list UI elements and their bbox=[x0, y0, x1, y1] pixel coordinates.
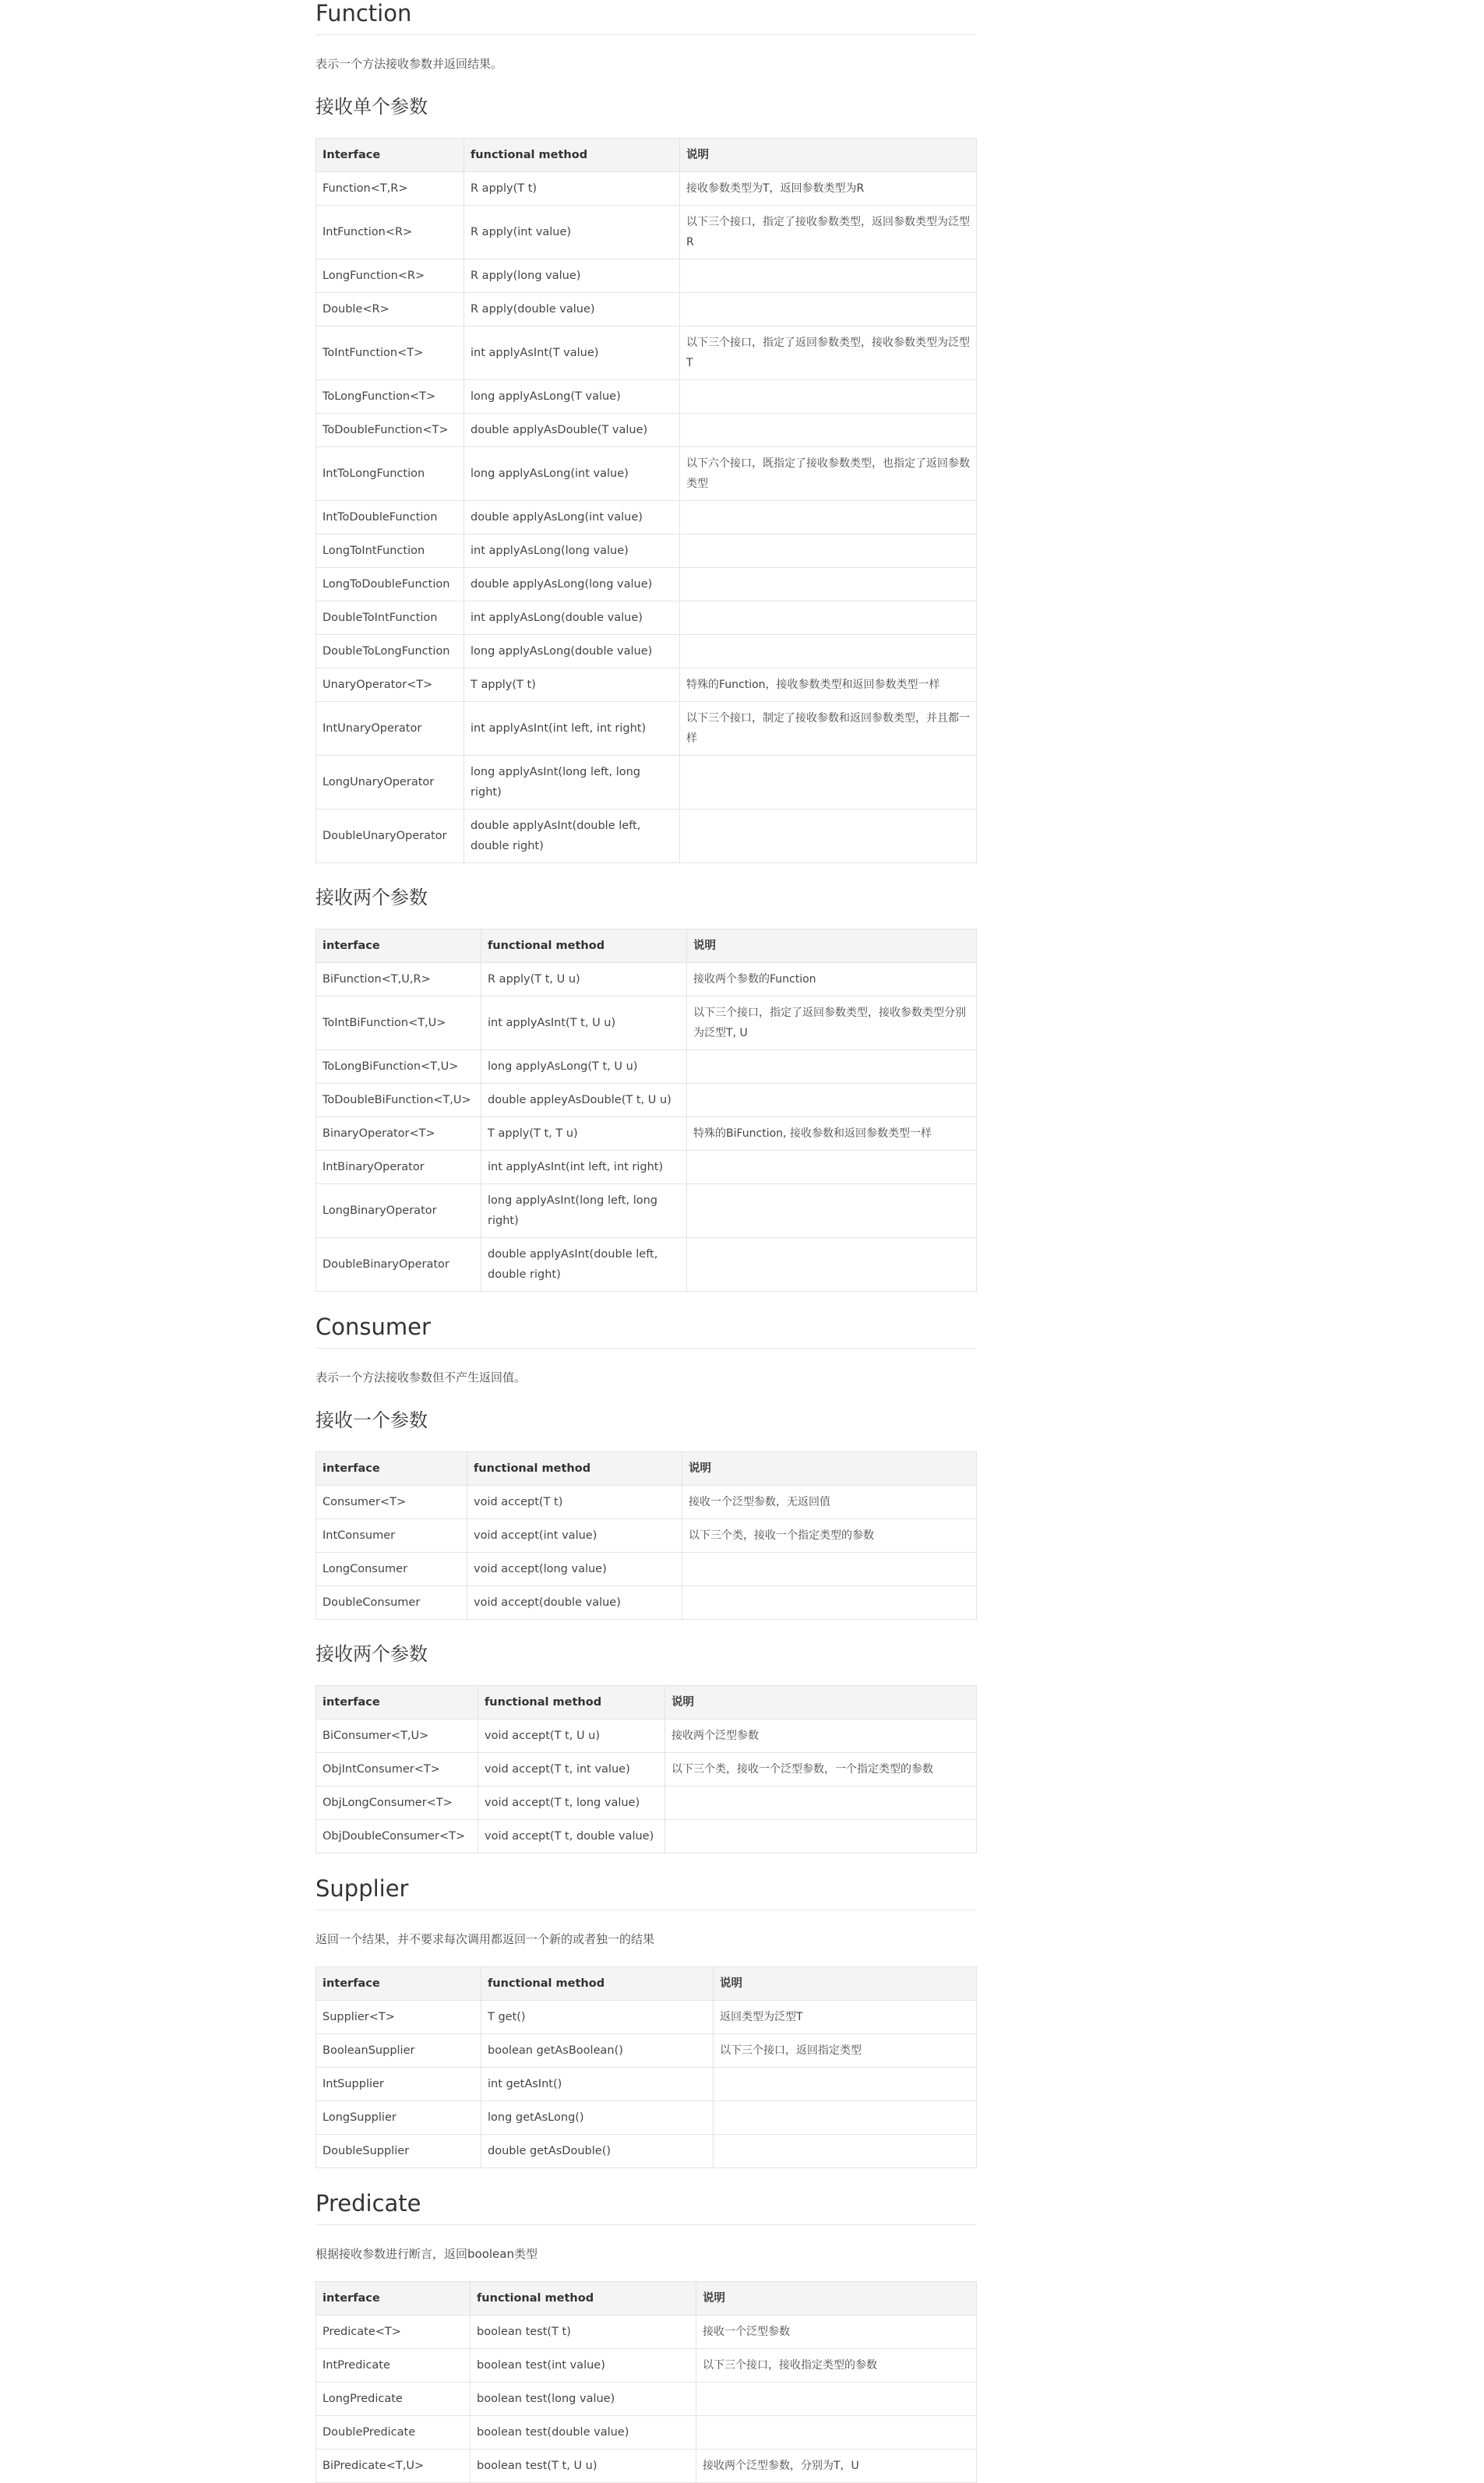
note-cell bbox=[680, 259, 977, 293]
table-row bbox=[316, 2001, 977, 2034]
column-header: 说明 bbox=[687, 929, 977, 963]
interface-name-cell: DoubleUnaryOperator bbox=[316, 809, 464, 863]
table-row bbox=[316, 996, 977, 1050]
interface-name-cell: Function<T,R> bbox=[316, 172, 464, 206]
method-signature-cell: double applyAsLong(int value) bbox=[464, 501, 680, 534]
note-cell bbox=[687, 1238, 977, 1292]
method-signature-cell: int applyAsLong(double value) bbox=[464, 601, 680, 635]
table-row bbox=[316, 1184, 977, 1238]
column-header: 说明 bbox=[714, 1967, 977, 2001]
interface-name-cell: IntSupplier bbox=[316, 2068, 481, 2101]
table-row bbox=[316, 172, 977, 206]
interface-name-cell: BiPredicate<T,U> bbox=[316, 2449, 471, 2483]
article-body bbox=[315, 0, 976, 2483]
interface-name-cell: LongToIntFunction bbox=[316, 534, 464, 568]
table-row bbox=[316, 1719, 977, 1753]
interface-name-cell: BiConsumer<T,U> bbox=[316, 1719, 478, 1753]
section-title: Predicate bbox=[315, 2190, 976, 2225]
method-signature-cell: double applyAsDouble(T value) bbox=[464, 414, 680, 447]
table-row bbox=[316, 1820, 977, 1853]
interface-name-cell: LongConsumer bbox=[316, 1553, 467, 1586]
note-cell: 接收一个泛型参数 bbox=[696, 2315, 977, 2349]
table-header-row bbox=[316, 139, 977, 172]
interface-name-cell: Predicate<T> bbox=[316, 2315, 471, 2349]
interface-name-cell: IntToDoubleFunction bbox=[316, 501, 464, 534]
subsection-heading: 接收两个参数 bbox=[315, 1643, 428, 1665]
table-row bbox=[316, 1486, 977, 1519]
method-signature-cell: R apply(long value) bbox=[464, 259, 680, 293]
note-cell: 以下三个类，接收一个指定类型的参数 bbox=[682, 1519, 977, 1553]
table-row bbox=[316, 1786, 977, 1820]
column-header: interface bbox=[316, 1686, 478, 1719]
interface-name-cell: ToLongBiFunction<T,U> bbox=[316, 1050, 481, 1084]
note-cell bbox=[696, 2416, 977, 2449]
method-signature-cell: int applyAsInt(int left, int right) bbox=[481, 1151, 687, 1184]
note-cell: 以下三个接口，制定了接收参数和返回参数类型，并且都一样 bbox=[680, 702, 977, 756]
note-cell bbox=[714, 2101, 977, 2135]
method-signature-cell: double applyAsLong(long value) bbox=[464, 568, 680, 601]
interface-table bbox=[315, 929, 977, 1292]
note-cell bbox=[680, 534, 977, 568]
table-row bbox=[316, 259, 977, 293]
interface-name-cell: Consumer<T> bbox=[316, 1486, 467, 1519]
column-header: 说明 bbox=[665, 1686, 977, 1719]
table-row bbox=[316, 2135, 977, 2168]
section-description: 根据接收参数进行断言，返回boolean类型 bbox=[315, 2247, 538, 2261]
method-signature-cell: int getAsInt() bbox=[481, 2068, 714, 2101]
table-row bbox=[316, 1586, 977, 1620]
method-signature-cell: double applyAsInt(double left, double right) bbox=[481, 1238, 687, 1292]
note-cell bbox=[680, 635, 977, 668]
method-signature-cell: double appleyAsDouble(T t, U u) bbox=[481, 1084, 687, 1117]
interface-name-cell: DoubleToLongFunction bbox=[316, 635, 464, 668]
method-signature-cell: long applyAsLong(T value) bbox=[464, 380, 680, 414]
table-header-row bbox=[316, 1452, 977, 1486]
method-signature-cell: void accept(T t, long value) bbox=[478, 1786, 665, 1820]
table-row bbox=[316, 414, 977, 447]
table-row bbox=[316, 2416, 977, 2449]
note-cell: 接收两个泛型参数，分别为T，U bbox=[696, 2449, 977, 2483]
method-signature-cell: T apply(T t) bbox=[464, 668, 680, 702]
note-cell bbox=[680, 809, 977, 863]
method-signature-cell: R apply(T t) bbox=[464, 172, 680, 206]
table-row bbox=[316, 1238, 977, 1292]
method-signature-cell: long applyAsInt(long left, long right) bbox=[464, 756, 680, 809]
note-cell bbox=[680, 293, 977, 326]
table-row bbox=[316, 1117, 977, 1151]
method-signature-cell: long applyAsLong(int value) bbox=[464, 447, 680, 501]
method-signature-cell: long applyAsLong(double value) bbox=[464, 635, 680, 668]
interface-name-cell: BinaryOperator<T> bbox=[316, 1117, 481, 1151]
subsection-heading: 接收单个参数 bbox=[315, 96, 428, 118]
note-cell: 特殊的BiFunction, 接收参数和返回参数类型一样 bbox=[687, 1117, 977, 1151]
method-signature-cell: double applyAsInt(double left, double right) bbox=[464, 809, 680, 863]
method-signature-cell: long applyAsInt(long left, long right) bbox=[481, 1184, 687, 1238]
column-header: functional method bbox=[467, 1452, 682, 1486]
table-row bbox=[316, 2034, 977, 2068]
column-header: functional method bbox=[464, 139, 680, 172]
note-cell bbox=[680, 756, 977, 809]
note-cell: 以下三个接口，指定了返回参数类型，接收参数类型分别为泛型T, U bbox=[687, 996, 977, 1050]
interface-name-cell: IntUnaryOperator bbox=[316, 702, 464, 756]
method-signature-cell: void accept(T t, int value) bbox=[478, 1753, 665, 1786]
table-row bbox=[316, 568, 977, 601]
note-cell bbox=[665, 1820, 977, 1853]
table-row bbox=[316, 2349, 977, 2382]
interface-name-cell: DoubleSupplier bbox=[316, 2135, 481, 2168]
table-row bbox=[316, 1553, 977, 1586]
interface-name-cell: ToIntBiFunction<T,U> bbox=[316, 996, 481, 1050]
interface-name-cell: DoubleBinaryOperator bbox=[316, 1238, 481, 1292]
column-header: interface bbox=[316, 929, 481, 963]
interface-name-cell: BooleanSupplier bbox=[316, 2034, 481, 2068]
column-header: Interface bbox=[316, 139, 464, 172]
column-header: 说明 bbox=[696, 2282, 977, 2315]
note-cell bbox=[680, 601, 977, 635]
method-signature-cell: long applyAsLong(T t, U u) bbox=[481, 1050, 687, 1084]
table-row bbox=[316, 702, 977, 756]
note-cell: 以下三个接口，接收指定类型的参数 bbox=[696, 2349, 977, 2382]
interface-name-cell: BiFunction<T,U,R> bbox=[316, 963, 481, 996]
table-row bbox=[316, 206, 977, 259]
table-row bbox=[316, 1050, 977, 1084]
table-row bbox=[316, 2315, 977, 2349]
subsection-heading: 接收一个参数 bbox=[315, 1409, 428, 1431]
column-header: functional method bbox=[481, 1967, 714, 2001]
note-cell bbox=[665, 1786, 977, 1820]
method-signature-cell: void accept(double value) bbox=[467, 1586, 682, 1620]
interface-name-cell: LongToDoubleFunction bbox=[316, 568, 464, 601]
interface-table bbox=[315, 2281, 977, 2483]
note-cell: 以下三个接口，返回指定类型 bbox=[714, 2034, 977, 2068]
method-signature-cell: R apply(T t, U u) bbox=[481, 963, 687, 996]
method-signature-cell: boolean test(int value) bbox=[471, 2349, 696, 2382]
method-signature-cell: T get() bbox=[481, 2001, 714, 2034]
section-title: Supplier bbox=[315, 1875, 976, 1910]
subsection-heading: 接收两个参数 bbox=[315, 887, 428, 908]
note-cell bbox=[682, 1553, 977, 1586]
note-cell: 以下三个接口，指定了返回参数类型，接收参数类型为泛型T bbox=[680, 326, 977, 380]
note-cell bbox=[687, 1050, 977, 1084]
column-header: 说明 bbox=[682, 1452, 977, 1486]
method-signature-cell: long getAsLong() bbox=[481, 2101, 714, 2135]
column-header: interface bbox=[316, 1967, 481, 2001]
table-row bbox=[316, 1151, 977, 1184]
interface-name-cell: LongSupplier bbox=[316, 2101, 481, 2135]
note-cell bbox=[714, 2068, 977, 2101]
interface-name-cell: LongPredicate bbox=[316, 2382, 471, 2416]
interface-table bbox=[315, 138, 977, 863]
method-signature-cell: boolean test(long value) bbox=[471, 2382, 696, 2416]
note-cell bbox=[687, 1151, 977, 1184]
section-title: Consumer bbox=[315, 1314, 976, 1349]
table-row bbox=[316, 534, 977, 568]
method-signature-cell: boolean test(T t) bbox=[471, 2315, 696, 2349]
method-signature-cell: int applyAsLong(long value) bbox=[464, 534, 680, 568]
note-cell bbox=[687, 1084, 977, 1117]
column-header: 说明 bbox=[680, 139, 977, 172]
interface-name-cell: ToLongFunction<T> bbox=[316, 380, 464, 414]
note-cell bbox=[680, 380, 977, 414]
note-cell: 以下三个接口，指定了接收参数类型，返回参数类型为泛型R bbox=[680, 206, 977, 259]
note-cell: 接收一个泛型参数，无返回值 bbox=[682, 1486, 977, 1519]
table-header-row bbox=[316, 1967, 977, 2001]
interface-name-cell: DoubleConsumer bbox=[316, 1586, 467, 1620]
interface-name-cell: ToDoubleFunction<T> bbox=[316, 414, 464, 447]
note-cell: 返回类型为泛型T bbox=[714, 2001, 977, 2034]
interface-table bbox=[315, 1966, 977, 2168]
method-signature-cell: double getAsDouble() bbox=[481, 2135, 714, 2168]
interface-name-cell: IntFunction<R> bbox=[316, 206, 464, 259]
method-signature-cell: R apply(double value) bbox=[464, 293, 680, 326]
method-signature-cell: void accept(T t, double value) bbox=[478, 1820, 665, 1853]
column-header: functional method bbox=[471, 2282, 696, 2315]
table-row bbox=[316, 756, 977, 809]
column-header: functional method bbox=[481, 929, 687, 963]
table-row bbox=[316, 2101, 977, 2135]
table-row bbox=[316, 380, 977, 414]
interface-name-cell: ToIntFunction<T> bbox=[316, 326, 464, 380]
interface-name-cell: IntConsumer bbox=[316, 1519, 467, 1553]
section-description: 表示一个方法接收参数但不产生返回值。 bbox=[315, 1370, 527, 1384]
table-row bbox=[316, 293, 977, 326]
section-description: 表示一个方法接收参数并返回结果。 bbox=[315, 57, 503, 71]
table-row bbox=[316, 963, 977, 996]
note-cell bbox=[696, 2382, 977, 2416]
interface-name-cell: IntToLongFunction bbox=[316, 447, 464, 501]
column-header: interface bbox=[316, 1452, 467, 1486]
note-cell bbox=[714, 2135, 977, 2168]
interface-name-cell: ObjDoubleConsumer<T> bbox=[316, 1820, 478, 1853]
note-cell bbox=[680, 568, 977, 601]
interface-name-cell: Supplier<T> bbox=[316, 2001, 481, 2034]
method-signature-cell: void accept(T t, U u) bbox=[478, 1719, 665, 1753]
table-row bbox=[316, 1753, 977, 1786]
note-cell: 以下三个类，接收一个泛型参数，一个指定类型的参数 bbox=[665, 1753, 977, 1786]
interface-name-cell: IntPredicate bbox=[316, 2349, 471, 2382]
interface-table bbox=[315, 1685, 977, 1853]
note-cell bbox=[680, 414, 977, 447]
table-row bbox=[316, 1084, 977, 1117]
method-signature-cell: void accept(int value) bbox=[467, 1519, 682, 1553]
interface-name-cell: LongBinaryOperator bbox=[316, 1184, 481, 1238]
table-row bbox=[316, 501, 977, 534]
table-header-row bbox=[316, 929, 977, 963]
interface-name-cell: UnaryOperator<T> bbox=[316, 668, 464, 702]
table-row bbox=[316, 809, 977, 863]
table-row bbox=[316, 635, 977, 668]
method-signature-cell: void accept(T t) bbox=[467, 1486, 682, 1519]
note-cell: 以下六个接口，既指定了接收参数类型，也指定了返回参数类型 bbox=[680, 447, 977, 501]
table-row bbox=[316, 326, 977, 380]
table-row bbox=[316, 1519, 977, 1553]
interface-name-cell: LongUnaryOperator bbox=[316, 756, 464, 809]
method-signature-cell: int applyAsInt(T value) bbox=[464, 326, 680, 380]
interface-name-cell: Double<R> bbox=[316, 293, 464, 326]
interface-name-cell: DoubleToIntFunction bbox=[316, 601, 464, 635]
note-cell: 接收两个泛型参数 bbox=[665, 1719, 977, 1753]
table-row bbox=[316, 668, 977, 702]
table-row bbox=[316, 601, 977, 635]
note-cell bbox=[682, 1586, 977, 1620]
note-cell bbox=[680, 501, 977, 534]
column-header: functional method bbox=[478, 1686, 665, 1719]
table-row bbox=[316, 2449, 977, 2483]
note-cell bbox=[687, 1184, 977, 1238]
method-signature-cell: void accept(long value) bbox=[467, 1553, 682, 1586]
table-row bbox=[316, 2068, 977, 2101]
interface-name-cell: ObjLongConsumer<T> bbox=[316, 1786, 478, 1820]
method-signature-cell: int applyAsInt(T t, U u) bbox=[481, 996, 687, 1050]
method-signature-cell: R apply(int value) bbox=[464, 206, 680, 259]
interface-name-cell: ObjIntConsumer<T> bbox=[316, 1753, 478, 1786]
table-row bbox=[316, 2382, 977, 2416]
note-cell: 接收两个参数的Function bbox=[687, 963, 977, 996]
method-signature-cell: T apply(T t, T u) bbox=[481, 1117, 687, 1151]
section-description: 返回一个结果，并不要求每次调用都返回一个新的或者独一的结果 bbox=[315, 1932, 655, 1946]
method-signature-cell: boolean getAsBoolean() bbox=[481, 2034, 714, 2068]
column-header: interface bbox=[316, 2282, 471, 2315]
note-cell: 特殊的Function，接收参数类型和返回参数类型一样 bbox=[680, 668, 977, 702]
note-cell: 接收参数类型为T，返回参数类型为R bbox=[680, 172, 977, 206]
interface-table bbox=[315, 1451, 977, 1620]
method-signature-cell: boolean test(double value) bbox=[471, 2416, 696, 2449]
table-row bbox=[316, 447, 977, 501]
table-header-row bbox=[316, 1686, 977, 1719]
interface-name-cell: LongFunction<R> bbox=[316, 259, 464, 293]
interface-name-cell: ToDoubleBiFunction<T,U> bbox=[316, 1084, 481, 1117]
table-header-row bbox=[316, 2282, 977, 2315]
interface-name-cell: IntBinaryOperator bbox=[316, 1151, 481, 1184]
interface-name-cell: DoublePredicate bbox=[316, 2416, 471, 2449]
method-signature-cell: boolean test(T t, U u) bbox=[471, 2449, 696, 2483]
section-title: Function bbox=[315, 0, 976, 35]
method-signature-cell: int applyAsInt(int left, int right) bbox=[464, 702, 680, 756]
